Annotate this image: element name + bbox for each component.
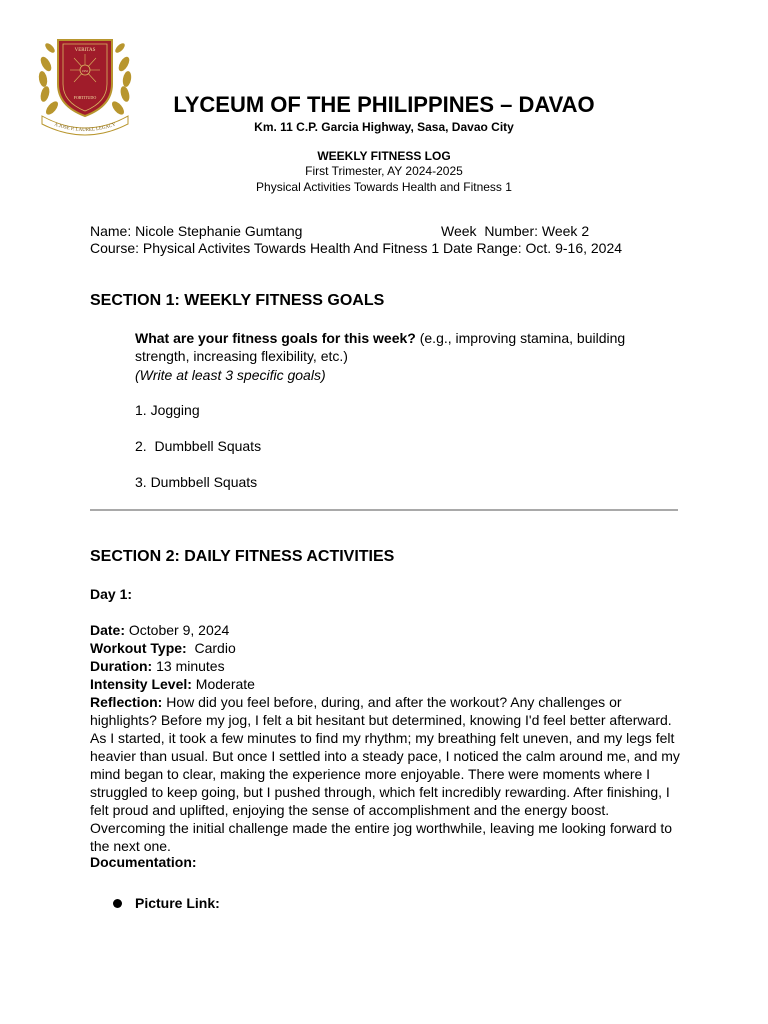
date-range-label: Date Range: [443,240,522,256]
term-line: First Trimester, AY 2024-2025 [305,164,463,178]
goal-item-1: 1. Jogging [135,402,200,418]
day-label: Day 1: [90,586,133,602]
goals-question [135,329,680,365]
date-range-value: Oct. 9-16, 2024 [525,240,623,256]
section2-heading: SECTION 2: DAILY FITNESS ACTIVITIES [90,548,395,565]
intensity-row [90,675,255,693]
section1-heading: SECTION 1: WEEKLY FITNESS GOALS [90,292,385,309]
date-label: Date: [90,622,126,638]
goals-question-examples: (e.g., improving stamina, building strength, increasing flexibility, etc.) [135,330,626,364]
goals-instruction-text: (Write at least 3 specific goals) [135,367,326,383]
goals-instruction [135,366,326,384]
course-value: Physical Activites Towards Health And Fitness 1 [142,240,440,256]
name-label: Name: [90,223,132,239]
picture-link-label: Picture Link: [135,895,220,911]
intensity-value: Moderate [191,676,255,692]
section-divider [90,509,678,511]
course-row [90,240,622,256]
bullet-icon [113,899,122,908]
workout-type-row [90,639,236,657]
duration-label: Duration: [90,658,153,674]
workout-type-value: Cardio [186,640,236,656]
documentation-label: Documentation: [90,854,197,870]
subject-line: Physical Activities Towards Health and Fitness 1 [256,180,512,194]
week-label: Week Number: [441,223,538,239]
reflection-text: How did you feel before, during, and after the workout? Any challenges or highlights? Before my jog, I felt a bit hesitant but determined, knowing I'd feel better afterward. As I started, it took a few minutes to find my rhythm; my breathing felt uneven, and my legs felt heavier than usual. But once I settled into a steady pace, I noticed the calm around me, and my mind began to clear, making the experience more enjoyable. There were moments where I struggled to keep going, but I pushed through, which felt incredibly rewarding. After finishing, I felt proud and uplifted, enjoying the sense of accomplishment and the energy boost. Overcoming the initial challenge made the entire jog worthwhile, leaving me looking forward to the next one. [90,694,680,854]
reflection-paragraph [90,693,680,855]
student-name: Nicole Stephanie Gumtang [135,223,303,239]
svg-text:FORTITUDO: FORTITUDO [73,95,97,100]
svg-text:A JOSE P. LAUREL LEGACY: A JOSE P. LAUREL LEGACY [53,122,117,134]
goals-question-bold: What are your fitness goals for this week? [135,330,416,346]
svg-text:VERITAS: VERITAS [74,48,96,53]
log-title: WEEKLY FITNESS LOG [317,149,451,163]
school-name: LYCEUM OF THE PHILIPPINES – DAVAO [173,92,595,117]
week-value: Week 2 [541,223,590,239]
workout-type-label: Workout Type: [90,640,187,656]
reflection-label: Reflection: [90,694,163,710]
goal-item-3: 3. Dumbbell Squats [135,474,258,490]
week-number-row [441,223,589,239]
svg-text:1952: 1952 [82,69,88,73]
date-value: October 9, 2024 [125,622,230,638]
school-address: Km. 11 C.P. Garcia Highway, Sasa, Davao City [254,120,514,134]
intensity-label: Intensity Level: [90,676,192,692]
duration-value: 13 minutes [152,658,225,674]
duration-row [90,657,225,675]
course-label: Course: [90,240,140,256]
goal-item-2: 2. Dumbbell Squats [135,438,262,454]
student-name-row [90,223,302,239]
date-row [90,621,229,639]
